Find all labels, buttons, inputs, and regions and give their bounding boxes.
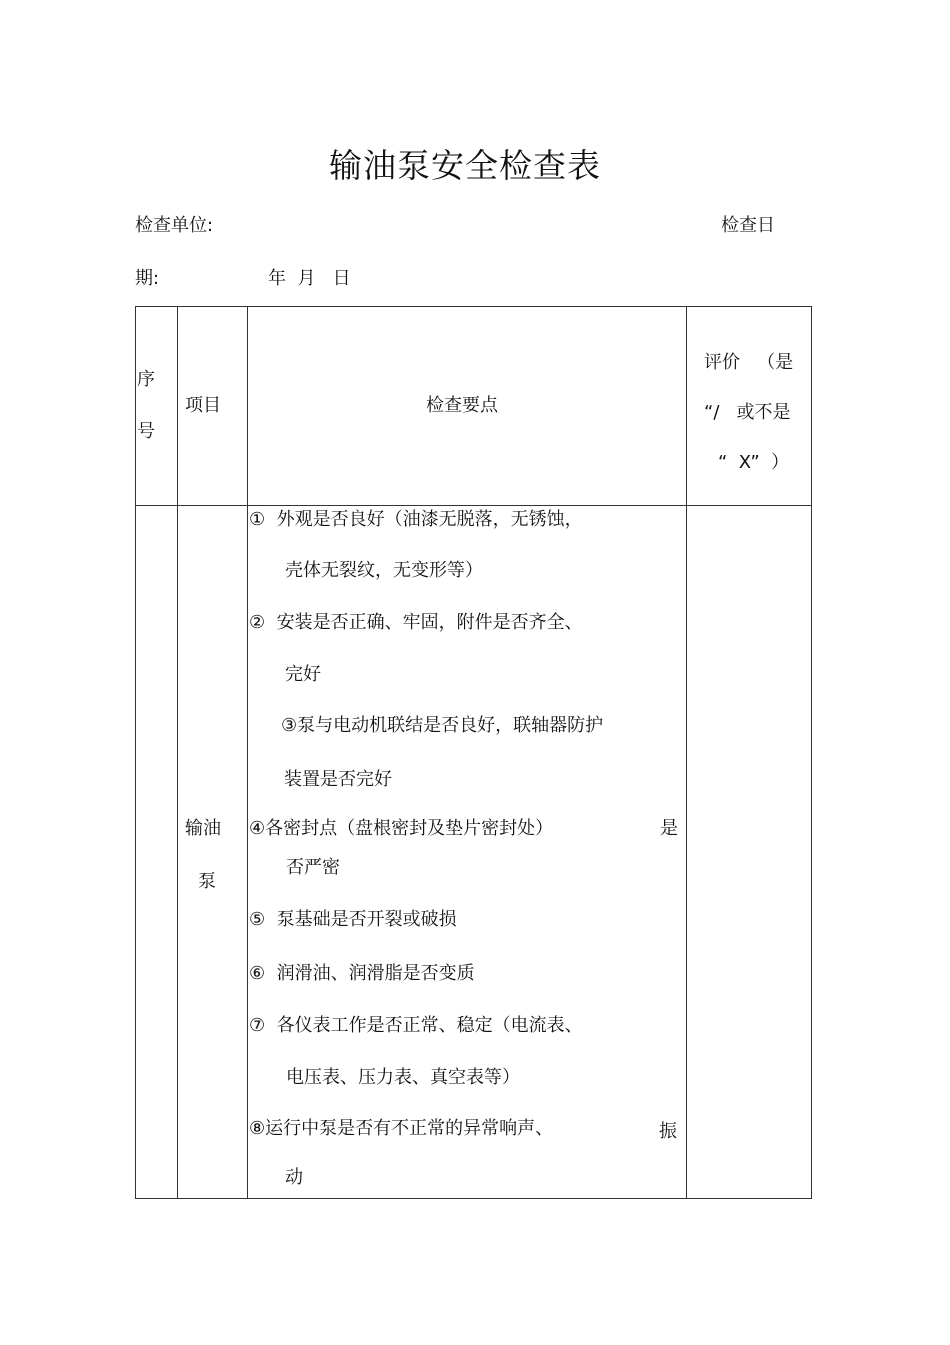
- table-border-left: [135, 306, 136, 1199]
- date-placeholder: 年 月 日: [268, 268, 351, 289]
- header-evaluation-cont2: “ X” ）: [718, 452, 790, 473]
- header-evaluation: 评价 （是: [704, 352, 794, 373]
- check-point: ④各密封点（盘根密封及垫片密封处）: [249, 818, 554, 839]
- check-point: ② 安装是否正确、牢固，附件是否齐全、: [249, 612, 583, 633]
- table-border-right: [811, 306, 812, 1199]
- table-divider-1: [177, 306, 178, 1199]
- check-point: 装置是否完好: [284, 769, 392, 790]
- inspection-unit-label: 检查单位:: [135, 215, 214, 236]
- item-name: 输油: [185, 818, 221, 839]
- check-point: 壳体无裂纹，无变形等）: [285, 560, 483, 581]
- check-point: ⑧运行中泵是否有不正常的异常响声、: [249, 1118, 554, 1139]
- check-point: 振: [659, 1121, 677, 1142]
- check-point: ⑤ 泵基础是否开裂或破损: [249, 909, 457, 930]
- header-seq-cont: 号: [137, 421, 155, 442]
- check-point: 是: [660, 818, 678, 839]
- table-divider-2: [247, 306, 248, 1199]
- check-point: ③泵与电动机联结是否良好，联轴器防护: [281, 715, 604, 736]
- header-check-points: 检查要点: [426, 395, 498, 416]
- table-divider-3: [686, 306, 687, 1199]
- check-point: 电压表、压力表、真空表等）: [286, 1067, 520, 1088]
- check-point: ① 外观是否良好（油漆无脱落，无锈蚀，: [249, 509, 583, 530]
- inspection-date-label: 检查日: [721, 215, 775, 236]
- header-item: 项目: [185, 395, 221, 416]
- header-seq: 序: [137, 369, 155, 390]
- check-point: ⑥ 润滑油、润滑脂是否变质: [249, 963, 475, 984]
- table-border-bottom: [135, 1198, 812, 1199]
- check-point: 动: [285, 1167, 303, 1188]
- check-point: ⑦ 各仪表工作是否正常、稳定（电流表、: [249, 1015, 583, 1036]
- check-point: 完好: [285, 664, 321, 685]
- page-title: 输油泵安全检查表: [329, 146, 601, 185]
- evaluation-cell[interactable]: [688, 507, 810, 1197]
- header-evaluation-cont: “/ 或不是: [704, 402, 791, 423]
- check-point: 否严密: [286, 857, 340, 878]
- table-border-top: [135, 306, 812, 307]
- inspection-date-label-cont: 期:: [135, 268, 160, 289]
- item-name-cont: 泵: [198, 871, 216, 892]
- table-border-header: [135, 505, 812, 506]
